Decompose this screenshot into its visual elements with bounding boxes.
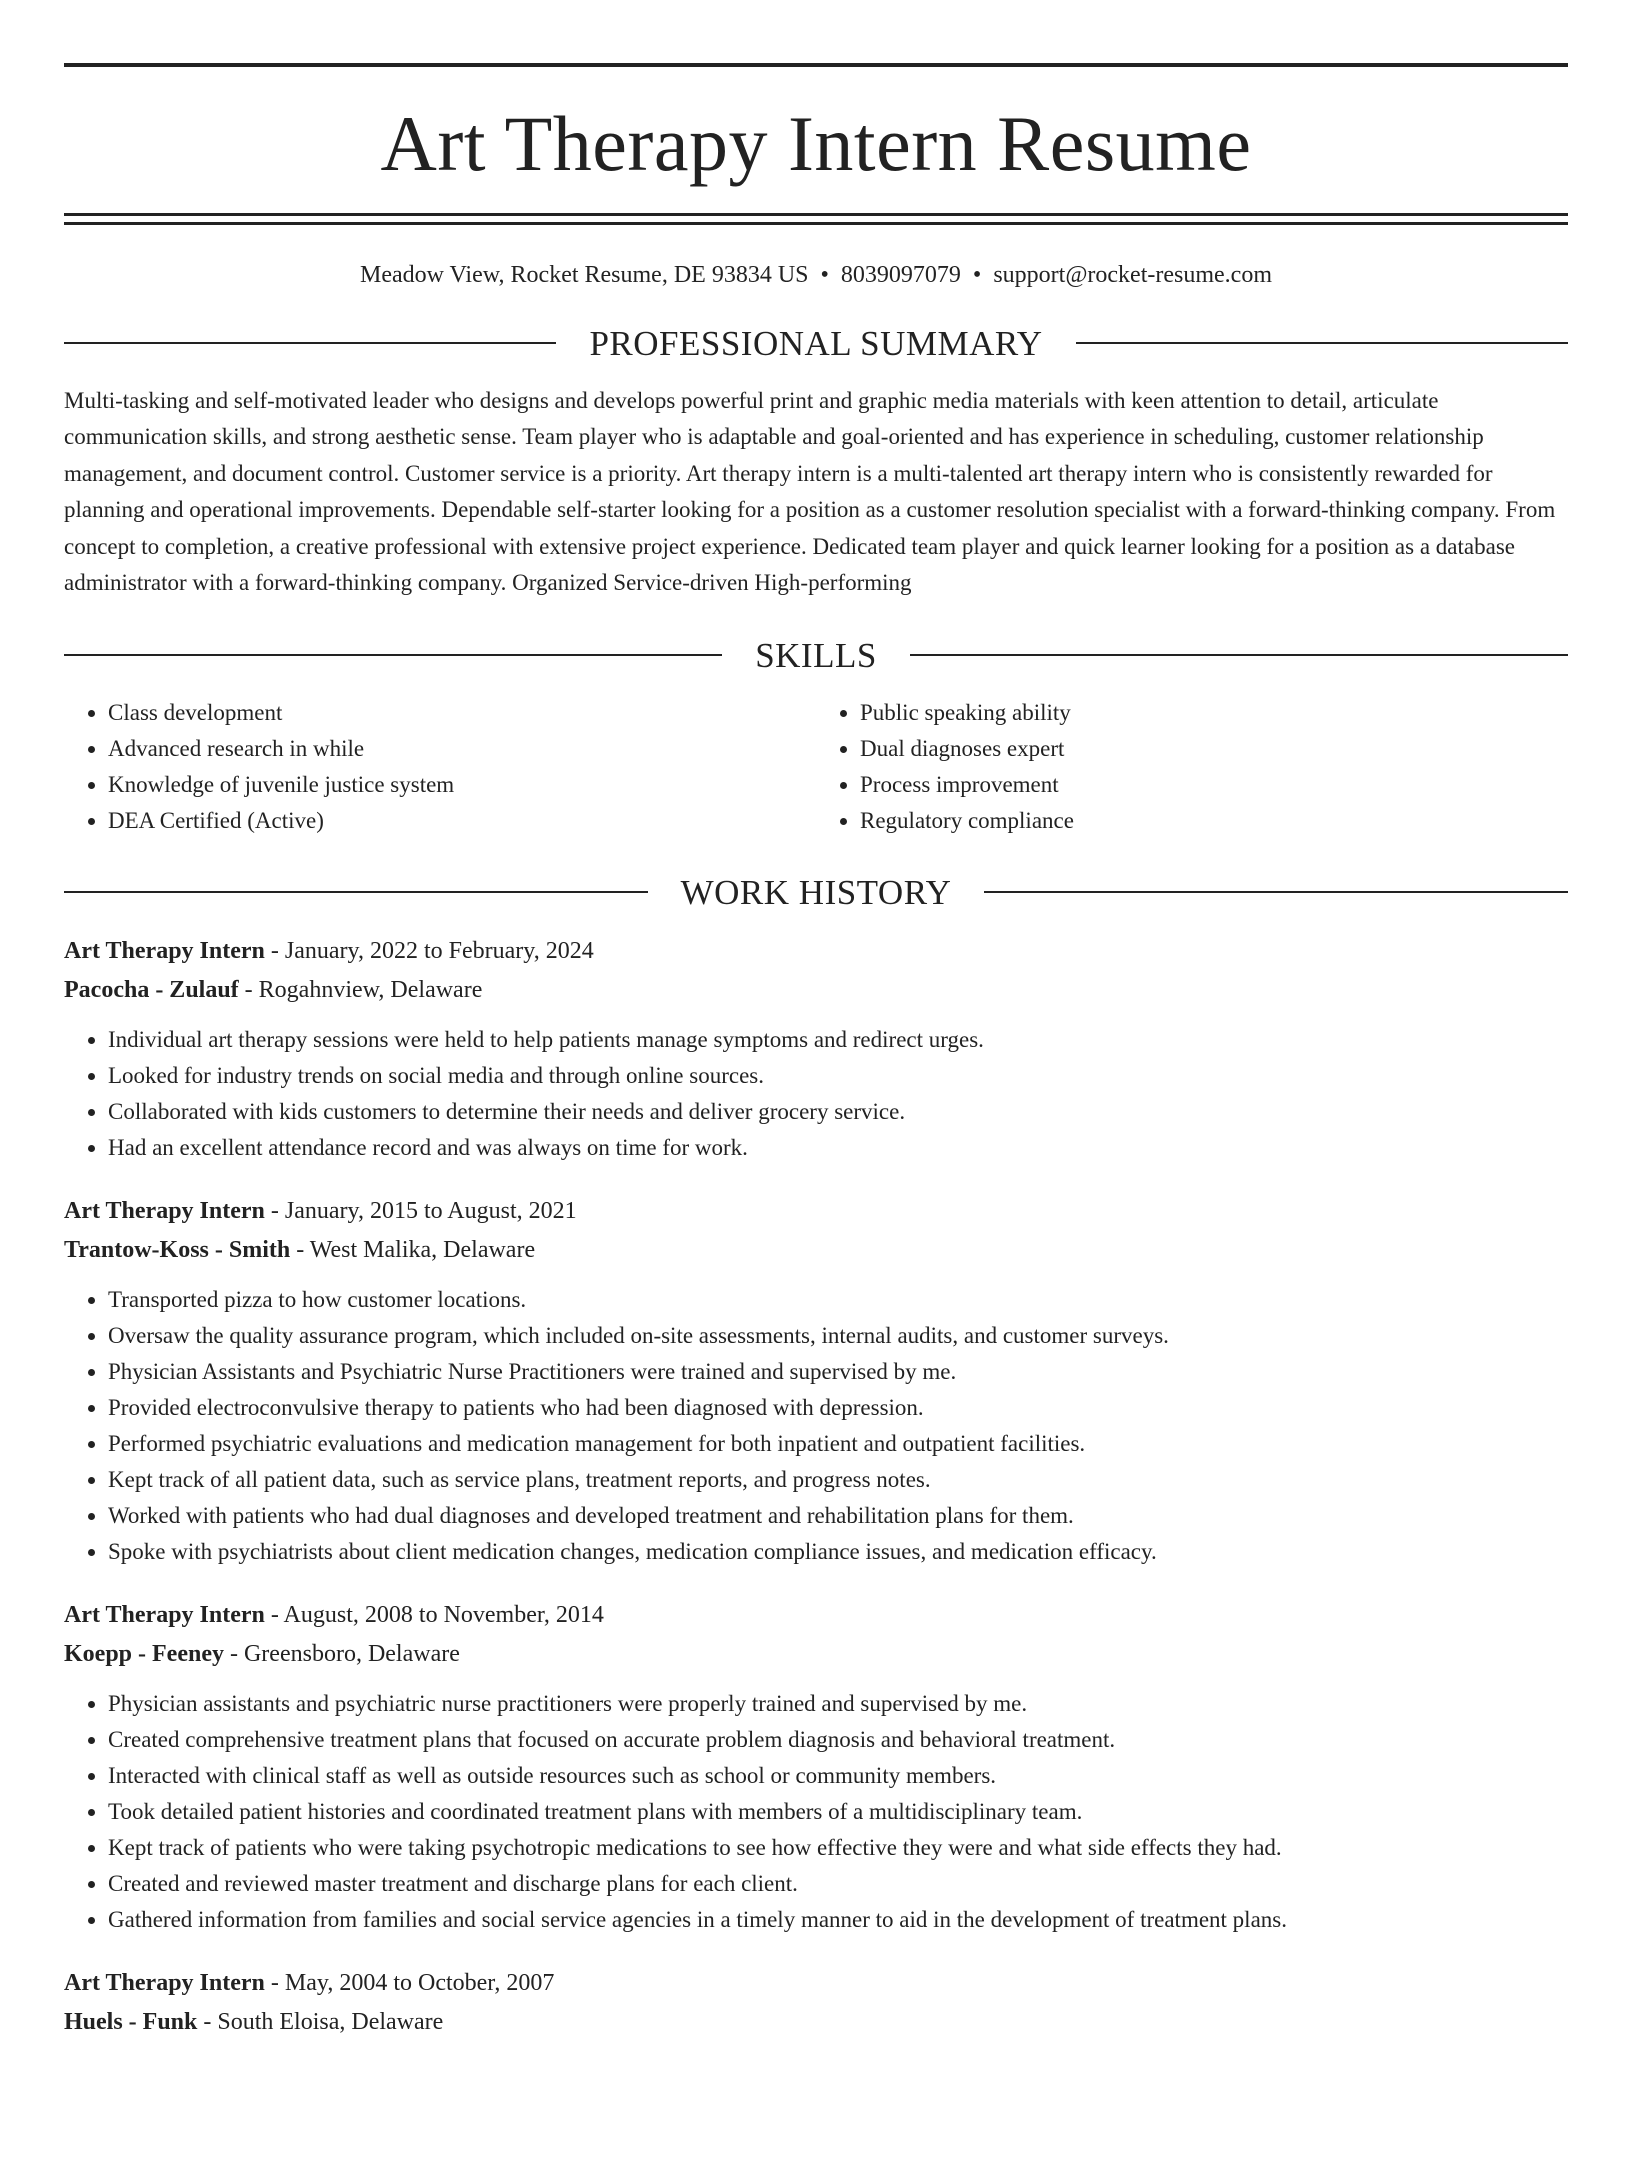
section-title: PROFESSIONAL SUMMARY [589, 323, 1043, 363]
job-bullet: • Spoke with psychiatrists about client medication changes, medication compliance issues, and medication efficacy. [108, 1534, 1568, 1570]
job-bullet: • Created comprehensive treatment plans that focused on accurate problem diagnosis and behavioral treatment. [108, 1722, 1568, 1758]
job-title: Art Therapy Intern [64, 937, 265, 964]
job-company: Huels - Funk [64, 2008, 198, 2035]
skills-list-left [64, 695, 816, 839]
job-location: - Greensboro, Delaware [223, 1640, 460, 1667]
skill-item: • Class development [108, 695, 816, 731]
job-title-line [64, 932, 1568, 971]
job-bullet: • Provided electroconvulsive therapy to patients who had been diagnosed with depression. [108, 1390, 1568, 1426]
job-bullets [64, 1686, 1568, 1938]
job-entry [64, 932, 1568, 1166]
job-company-line [64, 2003, 1568, 2042]
job-bullet: • Took detailed patient histories and coordinated treatment plans with members of a multidisciplinary team. [108, 1794, 1568, 1830]
job-bullet: • Collaborated with kids customers to determine their needs and deliver grocery service. [108, 1094, 1568, 1130]
job-location: - South Eloisa, Delaware [197, 2008, 444, 2035]
section-header-summary [64, 323, 1568, 363]
contact-phone: 8039097079 [840, 262, 961, 288]
skill-item: • Advanced research in while [108, 731, 816, 767]
job-entry [64, 1964, 1568, 2042]
top-rule [64, 63, 1568, 67]
job-dates: - May, 2004 to October, 2007 [264, 1969, 555, 1996]
job-bullets [64, 1022, 1568, 1166]
job-bullets [64, 1282, 1568, 1570]
job-bullet: • Physician assistants and psychiatric nurse practitioners were properly trained and supervised by me. [108, 1686, 1568, 1722]
section-rule [910, 654, 1568, 656]
job-bullet: • Had an excellent attendance record and was always on time for work. [108, 1130, 1568, 1166]
skills-list-right [816, 695, 1568, 839]
job-bullet: • Created and reviewed master treatment and discharge plans for each client. [108, 1866, 1568, 1902]
skill-item: • Public speaking ability [860, 695, 1568, 731]
job-bullet: • Worked with patients who had dual diagnoses and developed treatment and rehabilitation plans for them. [108, 1498, 1568, 1534]
job-bullet: • Performed psychiatric evaluations and medication management for both inpatient and outpatient facilities. [108, 1426, 1568, 1462]
contact-address: Meadow View, Rocket Resume, DE 93834 US [360, 262, 809, 288]
job-dates: - August, 2008 to November, 2014 [264, 1601, 604, 1628]
section-header-work [64, 872, 1568, 912]
job-location: - West Malika, Delaware [290, 1236, 536, 1263]
job-company-line [64, 971, 1568, 1010]
job-bullet: • Oversaw the quality assurance program, which included on-site assessments, internal audits, and customer surveys. [108, 1318, 1568, 1354]
job-entry [64, 1596, 1568, 1938]
section-title: SKILLS [755, 635, 877, 675]
section-rule [1076, 342, 1568, 344]
job-bullet: • Physician Assistants and Psychiatric Nurse Practitioners were trained and supervised by me. [108, 1354, 1568, 1390]
skill-item: • Regulatory compliance [860, 803, 1568, 839]
contact-separator: • [820, 262, 829, 288]
job-bullet: • Interacted with clinical staff as well as outside resources such as school or community members. [108, 1758, 1568, 1794]
job-company: Pacocha - Zulauf [64, 976, 239, 1003]
skill-item: • DEA Certified (Active) [108, 803, 816, 839]
job-dates: - January, 2022 to February, 2024 [264, 937, 594, 964]
job-company: Trantow-Koss - Smith [64, 1236, 291, 1263]
section-rule [984, 891, 1568, 893]
job-bullet: • Kept track of patients who were taking psychotropic medications to see how effective they were and what side effects they had. [108, 1830, 1568, 1866]
job-title-line [64, 1596, 1568, 1635]
section-header-skills [64, 635, 1568, 675]
job-bullet: • Individual art therapy sessions were held to help patients manage symptoms and redirect urges. [108, 1022, 1568, 1058]
summary-paragraph: Multi-tasking and self-motivated leader who designs and develops powerful print and graphic media materials with keen attention to detail, articulate communication skills, and strong aesthetic sense. Team player who is adaptable and goal-oriented and has experience in scheduling, customer relationship management, and document control. Customer service is a priority. Art therapy intern is a multi-talented art therapy intern who is consistently rewarded for planning and operational improvements. Dependable self-starter looking for a position as a customer resolution specialist with a forward-thinking company. From concept to completion, a creative professional with extensive project experience. Dedicated team player and quick learner looking for a position as a database administrator with a forward-thinking company. Organized Service-driven High-performing [64, 387, 1556, 596]
section-rule [64, 654, 722, 656]
job-title-line [64, 1192, 1568, 1231]
job-company-line [64, 1635, 1568, 1674]
job-dates: - January, 2015 to August, 2021 [264, 1197, 577, 1224]
contact-separator: • [972, 262, 982, 288]
title-double-rule [64, 213, 1568, 225]
job-company-line [64, 1231, 1568, 1270]
job-title: Art Therapy Intern [64, 1197, 265, 1224]
job-entry [64, 1192, 1568, 1570]
section-rule [64, 891, 648, 893]
resume-page [0, 63, 1632, 2175]
skills-grid [64, 695, 1568, 839]
page-title: Art Therapy Intern Resume [380, 100, 1252, 187]
skill-item: • Process improvement [860, 767, 1568, 803]
job-title: Art Therapy Intern [64, 1969, 265, 1996]
job-bullet: • Transported pizza to how customer locations. [108, 1282, 1568, 1318]
section-rule [64, 342, 556, 344]
skill-item: • Dual diagnoses expert [860, 731, 1568, 767]
job-company: Koepp - Feeney [64, 1640, 224, 1667]
contact-line [64, 261, 1568, 290]
job-bullet: • Looked for industry trends on social media and through online sources. [108, 1058, 1568, 1094]
job-title: Art Therapy Intern [64, 1601, 265, 1628]
section-title: WORK HISTORY [680, 872, 952, 912]
skill-item: • Knowledge of juvenile justice system [108, 767, 816, 803]
job-title-line [64, 1964, 1568, 2003]
job-bullet: • Kept track of all patient data, such as service plans, treatment reports, and progress notes. [108, 1462, 1568, 1498]
job-location: - Rogahnview, Delaware [238, 976, 483, 1003]
contact-email: support@rocket-resume.com [993, 262, 1272, 288]
job-bullet: • Gathered information from families and social service agencies in a timely manner to aid in the development of treatment plans. [108, 1902, 1568, 1938]
